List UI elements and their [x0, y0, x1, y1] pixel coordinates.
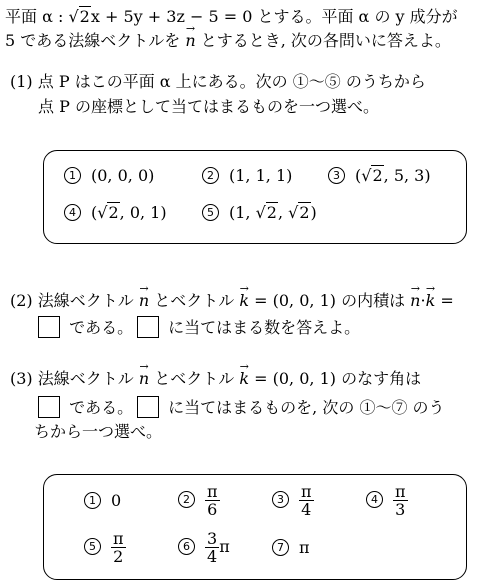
- q3-option-2[interactable]: 2 $\frac{\pi}{6}$: [178, 483, 220, 518]
- answer-blank[interactable]: [38, 396, 60, 418]
- q1-options-box: [43, 150, 467, 244]
- q3-line-3: ちから一つ選べ。: [34, 422, 163, 441]
- vector-n: n →: [185, 31, 195, 51]
- q3-option-7[interactable]: 7 π: [272, 538, 310, 557]
- q3-option-1[interactable]: 1 0: [84, 491, 121, 510]
- q2-line-1: (2) 法線ベクトル n → とベクトル k → = (0, 0, 1) の内積は n →·k → =: [10, 291, 454, 311]
- q3-option-6[interactable]: 6 $\frac{3}{4}$ π: [178, 530, 230, 565]
- q1-option-2[interactable]: 2 (1, 1, 1): [202, 166, 292, 185]
- q1-line-2: 点 P の座標として当てはまるものを一つ選べ。: [38, 97, 379, 116]
- q1-line-1: (1) 点 P はこの平面 α 上にある。次の ①〜⑤ のうちから: [10, 72, 426, 91]
- vector-k: k →: [239, 369, 249, 389]
- q1-option-4[interactable]: 4 (√2, 0, 1): [64, 203, 167, 222]
- q1-option-3[interactable]: 3 (√2, 5, 3): [328, 166, 431, 185]
- q3-option-3[interactable]: 3 $\frac{\pi}{4}$: [272, 483, 314, 518]
- answer-blank[interactable]: [38, 316, 60, 338]
- intro-line-2: 5 である法線ベクトルを n → とするとき, 次の各問いに答えよ。: [5, 31, 451, 51]
- q3-line-1: (3) 法線ベクトル n → とベクトル k → = (0, 0, 1) のなす角は: [10, 369, 421, 389]
- q3-option-4[interactable]: 4 $\frac{\pi}{3}$: [366, 483, 408, 518]
- answer-blank-ref: [137, 316, 159, 338]
- q3-options-box: [43, 474, 467, 580]
- vector-n: n →: [139, 291, 149, 311]
- vector-n: n →: [139, 369, 149, 389]
- q3-option-5[interactable]: 5 $\frac{\pi}{2}$: [84, 530, 126, 565]
- q2-line-2: である。 に当てはまる数を答えよ。: [34, 316, 360, 338]
- q1-option-5[interactable]: 5 (1, √2, √2): [202, 203, 317, 222]
- intro-text: 平面 α :: [5, 7, 69, 26]
- intro-text: x + 5y + 3z − 5 = 0 とする。平面 α の y 成分が: [90, 7, 458, 26]
- vector-k: k →: [239, 291, 249, 311]
- sqrt: √2: [68, 7, 90, 26]
- answer-blank-ref: [137, 396, 159, 418]
- q3-line-2: である。 に当てはまるものを, 次の ①〜⑦ のう: [34, 396, 445, 418]
- q1-option-1[interactable]: 1 (0, 0, 0): [64, 166, 154, 185]
- intro-line-1: [5, 7, 458, 27]
